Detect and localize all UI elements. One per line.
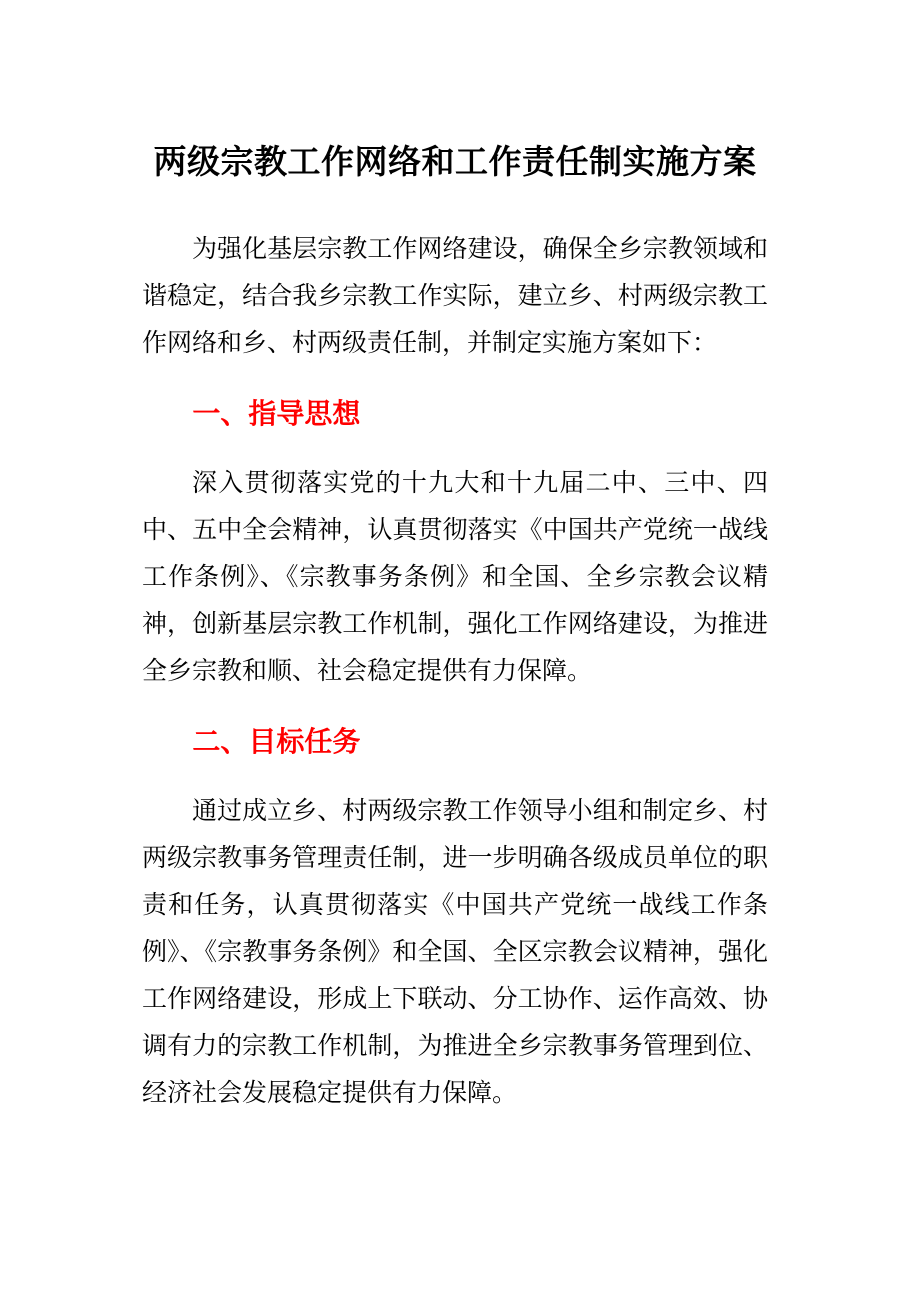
section-heading-2: 二、目标任务 — [192, 727, 361, 758]
section-heading-1: 一、指导思想 — [192, 399, 361, 430]
document-body — [142, 226, 768, 1117]
body-paragraph-2: 深入贯彻落实党的十九大和十九届二中、三中、四中、五中全会精神，认真贯彻落实《中国共产党统一战线工作条例》、《宗教事务条例》和全国、全乡宗教会议精神，创新基层宗教工作机制，强化工作网络建设，为推进全乡宗教和顺、社会稳定提供有力保障。 — [142, 470, 768, 685]
document-title: 两级宗教工作网络和工作责任制实施方案 — [153, 145, 757, 181]
body-paragraph-1: 为强化基层宗教工作网络建设，确保全乡宗教领域和谐稳定，结合我乡宗教工作实际，建立乡、村两级宗教工作网络和乡、村两级责任制，并制定实施方案如下： — [142, 236, 768, 357]
body-paragraph-3: 通过成立乡、村两级宗教工作领导小组和制定乡、村两级宗教事务管理责任制，进一步明确各级成员单位的职责和任务，认真贯彻落实《中国共产党统一战线工作条例》、《宗教事务条例》和全国、全区宗教会议精神，强化工作网络建设，形成上下联动、分工协作、运作高效、协调有力的宗教工作机制，为推进全乡宗教事务管理到位、经济社会发展稳定提供有力保障。 — [142, 798, 768, 1107]
